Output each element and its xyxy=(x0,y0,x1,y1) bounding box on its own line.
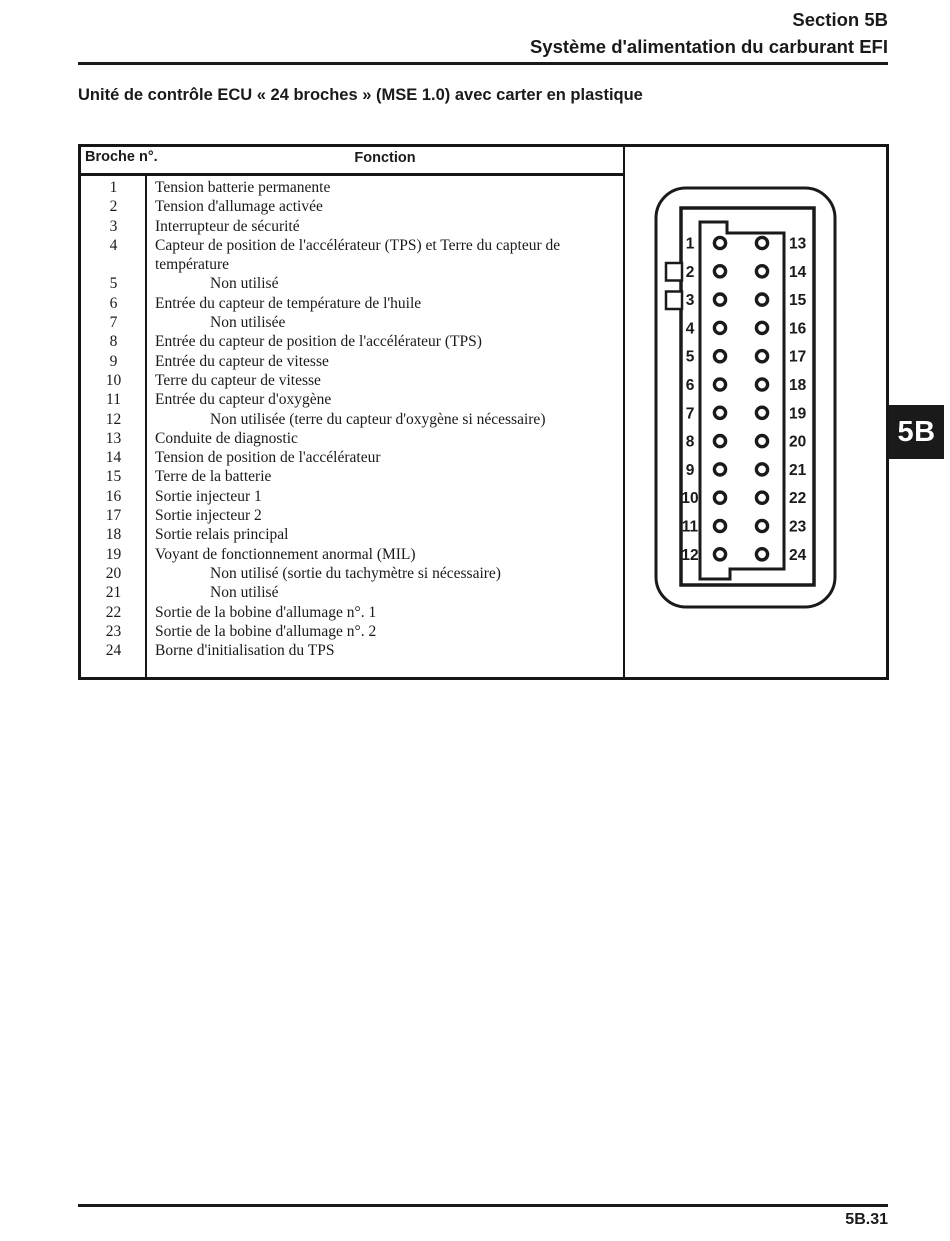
pin-label-right: 21 xyxy=(789,461,807,479)
pin-number-cell: 15 xyxy=(105,468,122,486)
pin-function-cell: Non utilisé xyxy=(210,275,279,293)
pin-socket xyxy=(714,322,725,333)
table-header-row xyxy=(81,147,624,176)
table-row xyxy=(81,236,624,275)
connector-key-tab-1 xyxy=(666,263,682,281)
pin-socket xyxy=(714,464,725,475)
pin-number-cell: 5 xyxy=(109,275,118,293)
pin-socket xyxy=(756,351,767,362)
pin-function-cell: Non utilisée (terre du capteur d'oxygène si nécessaire) xyxy=(210,410,546,428)
pin-number-cell: 3 xyxy=(109,217,118,235)
pin-label-right: 18 xyxy=(789,377,807,394)
pin-number-cell: 9 xyxy=(109,352,118,370)
pin-function-cell: Sortie injecteur 2 xyxy=(155,507,262,525)
table-row xyxy=(81,467,624,486)
pin-label-right: 23 xyxy=(789,518,807,536)
pin-socket xyxy=(756,464,767,475)
pin-label-left: 4 xyxy=(685,320,695,338)
pin-function-table xyxy=(78,144,889,680)
table-row xyxy=(81,197,624,216)
table-row xyxy=(81,217,624,236)
pin-function-cell: Tension batterie permanente xyxy=(155,179,331,196)
pin-labels-left xyxy=(681,236,698,564)
pin-function-cell: Capteur de position de l'accélérateur (TPS) et Terre du capteur de température xyxy=(155,236,561,274)
pin-function-cell: Sortie injecteur 1 xyxy=(155,487,262,505)
pin-number-cell: 12 xyxy=(105,410,122,428)
pin-function-cell: Entrée du capteur de température de l'huile xyxy=(155,294,422,312)
pin-function-cell: Non utilisée xyxy=(210,314,286,332)
table-row xyxy=(81,448,624,467)
pin-socket xyxy=(714,266,725,277)
pin-labels-right xyxy=(789,236,807,564)
pin-socket xyxy=(714,237,725,248)
pin-socket xyxy=(756,407,767,418)
pin-label-left: 11 xyxy=(681,518,699,536)
pin-socket xyxy=(714,549,725,560)
pin-label-right: 17 xyxy=(789,348,807,366)
table-row xyxy=(81,564,624,583)
pin-function-cell: Entrée du capteur de vitesse xyxy=(155,352,329,370)
pin-socket xyxy=(756,492,767,503)
pin-number-cell: 7 xyxy=(109,314,118,332)
pin-socket xyxy=(714,407,725,418)
pin-number-cell: 21 xyxy=(105,584,122,602)
table-row xyxy=(81,429,624,448)
pin-function-cell: Sortie relais principal xyxy=(155,526,289,544)
pin-number-cell: 6 xyxy=(109,294,118,312)
pin-label-left: 9 xyxy=(685,461,695,479)
pin-label-left: 6 xyxy=(685,377,695,394)
pin-label-right: 14 xyxy=(789,263,807,281)
pin-number-cell: 16 xyxy=(105,487,122,505)
pin-socket xyxy=(756,237,767,248)
pin-number-cell: 23 xyxy=(105,622,122,640)
table-row xyxy=(81,390,624,409)
pin-socket xyxy=(756,266,767,277)
header-rule xyxy=(78,62,888,65)
pin-number-cell: 13 xyxy=(105,429,122,447)
column-header-function: Fonction xyxy=(354,150,416,166)
pin-function-cell: Borne d'initialisation du TPS xyxy=(155,642,335,660)
table-row xyxy=(81,274,624,293)
connector-key-tab-2 xyxy=(666,292,682,310)
pin-label-left: 7 xyxy=(685,405,695,423)
table-row xyxy=(81,410,624,429)
pin-number-cell: 14 xyxy=(105,449,122,467)
pin-socket xyxy=(756,436,767,447)
connector-figure-cell xyxy=(620,147,886,677)
table-row xyxy=(81,178,624,197)
pin-socket xyxy=(714,492,725,503)
pin-number-cell: 10 xyxy=(105,371,122,389)
pin-label-right: 13 xyxy=(789,235,807,253)
pin-socket xyxy=(756,294,767,305)
pin-function-cell: Terre du capteur de vitesse xyxy=(155,371,321,389)
footer-rule xyxy=(78,1204,888,1207)
pin-table-rows xyxy=(81,178,624,660)
pin-socket xyxy=(714,294,725,305)
pin-function-cell: Entrée du capteur de position de l'accélérateur (TPS) xyxy=(155,333,482,351)
pin-function-cell: Voyant de fonctionnement anormal (MIL) xyxy=(155,545,416,563)
connector-outer-housing xyxy=(656,188,835,607)
pin-function-cell: Non utilisé xyxy=(210,584,279,602)
pin-number-cell: 19 xyxy=(105,545,122,563)
pin-number-cell: 11 xyxy=(106,391,121,409)
pin-number-cell: 22 xyxy=(105,603,122,621)
pin-label-right: 20 xyxy=(789,433,807,451)
pin-function-cell: Interrupteur de sécurité xyxy=(155,217,300,235)
pin-socket xyxy=(756,379,767,390)
table-row xyxy=(81,622,624,641)
pin-socket xyxy=(714,436,725,447)
pin-label-right: 19 xyxy=(789,405,807,423)
table-row xyxy=(81,313,624,332)
pin-label-right: 15 xyxy=(789,292,807,310)
pin-function-cell: Tension de position de l'accélérateur xyxy=(155,449,381,467)
pin-number-cell: 20 xyxy=(105,564,122,582)
pin-label-right: 24 xyxy=(789,546,807,564)
table-row xyxy=(81,352,624,371)
page-title: Unité de contrôle ECU « 24 broches » (MSE 1.0) avec carter en plastique xyxy=(78,86,643,104)
page-header xyxy=(530,6,888,60)
pin-number-cell: 1 xyxy=(109,179,118,196)
table-row xyxy=(81,332,624,351)
table-row xyxy=(81,371,624,390)
column-header-pin: Broche n°. xyxy=(85,149,158,165)
pin-number-cell: 17 xyxy=(105,507,122,525)
pin-function-cell: Conduite de diagnostic xyxy=(155,429,298,447)
pin-label-left: 8 xyxy=(685,433,695,451)
footer-page-number: 5B.31 xyxy=(845,1211,888,1228)
pin-function-cell: Sortie de la bobine d'allumage n°. 1 xyxy=(155,603,377,621)
pin-label-right: 16 xyxy=(789,320,807,338)
header-subtitle: Système d'alimentation du carburant EFI xyxy=(529,36,888,57)
table-row xyxy=(81,506,624,525)
pin-number-cell: 24 xyxy=(105,642,122,660)
pin-function-cell: Sortie de la bobine d'allumage n°. 2 xyxy=(155,622,377,640)
table-row xyxy=(81,583,624,602)
pin-function-cell: Non utilisé (sortie du tachymètre si nécessaire) xyxy=(210,564,501,582)
pin-socket xyxy=(756,549,767,560)
pin-socket xyxy=(714,520,725,531)
pin-number-cell: 8 xyxy=(109,333,118,351)
pin-socket xyxy=(714,351,725,362)
table-row xyxy=(81,545,624,564)
pin-function-cell: Terre de la batterie xyxy=(155,468,272,486)
table-row xyxy=(81,525,624,544)
connector-diagram xyxy=(622,149,884,679)
pin-number-cell: 18 xyxy=(105,526,122,544)
pin-label-left: 10 xyxy=(681,490,699,508)
table-row xyxy=(81,294,624,313)
pin-number-cell: 2 xyxy=(109,198,118,216)
pin-socket xyxy=(756,322,767,333)
pin-label-left: 2 xyxy=(685,263,695,281)
table-row xyxy=(81,487,624,506)
connector-keyed-cavity xyxy=(700,222,784,579)
pin-function-cell: Tension d'allumage activée xyxy=(155,198,323,216)
pin-number-cell: 4 xyxy=(109,236,118,254)
table-row xyxy=(81,641,624,660)
table-row xyxy=(81,603,624,622)
chapter-tab: 5B xyxy=(889,405,944,459)
pin-function-cell: Entrée du capteur d'oxygène xyxy=(155,391,332,409)
pin-label-left: 1 xyxy=(685,235,695,253)
pin-socket xyxy=(714,379,725,390)
pin-label-left: 3 xyxy=(685,292,695,310)
pin-label-right: 22 xyxy=(789,490,807,508)
pin-socket xyxy=(756,520,767,531)
pin-circles xyxy=(714,237,767,560)
pin-label-left: 5 xyxy=(685,348,695,366)
header-section: Section 5B xyxy=(792,9,888,30)
pin-label-left: 12 xyxy=(681,546,699,564)
